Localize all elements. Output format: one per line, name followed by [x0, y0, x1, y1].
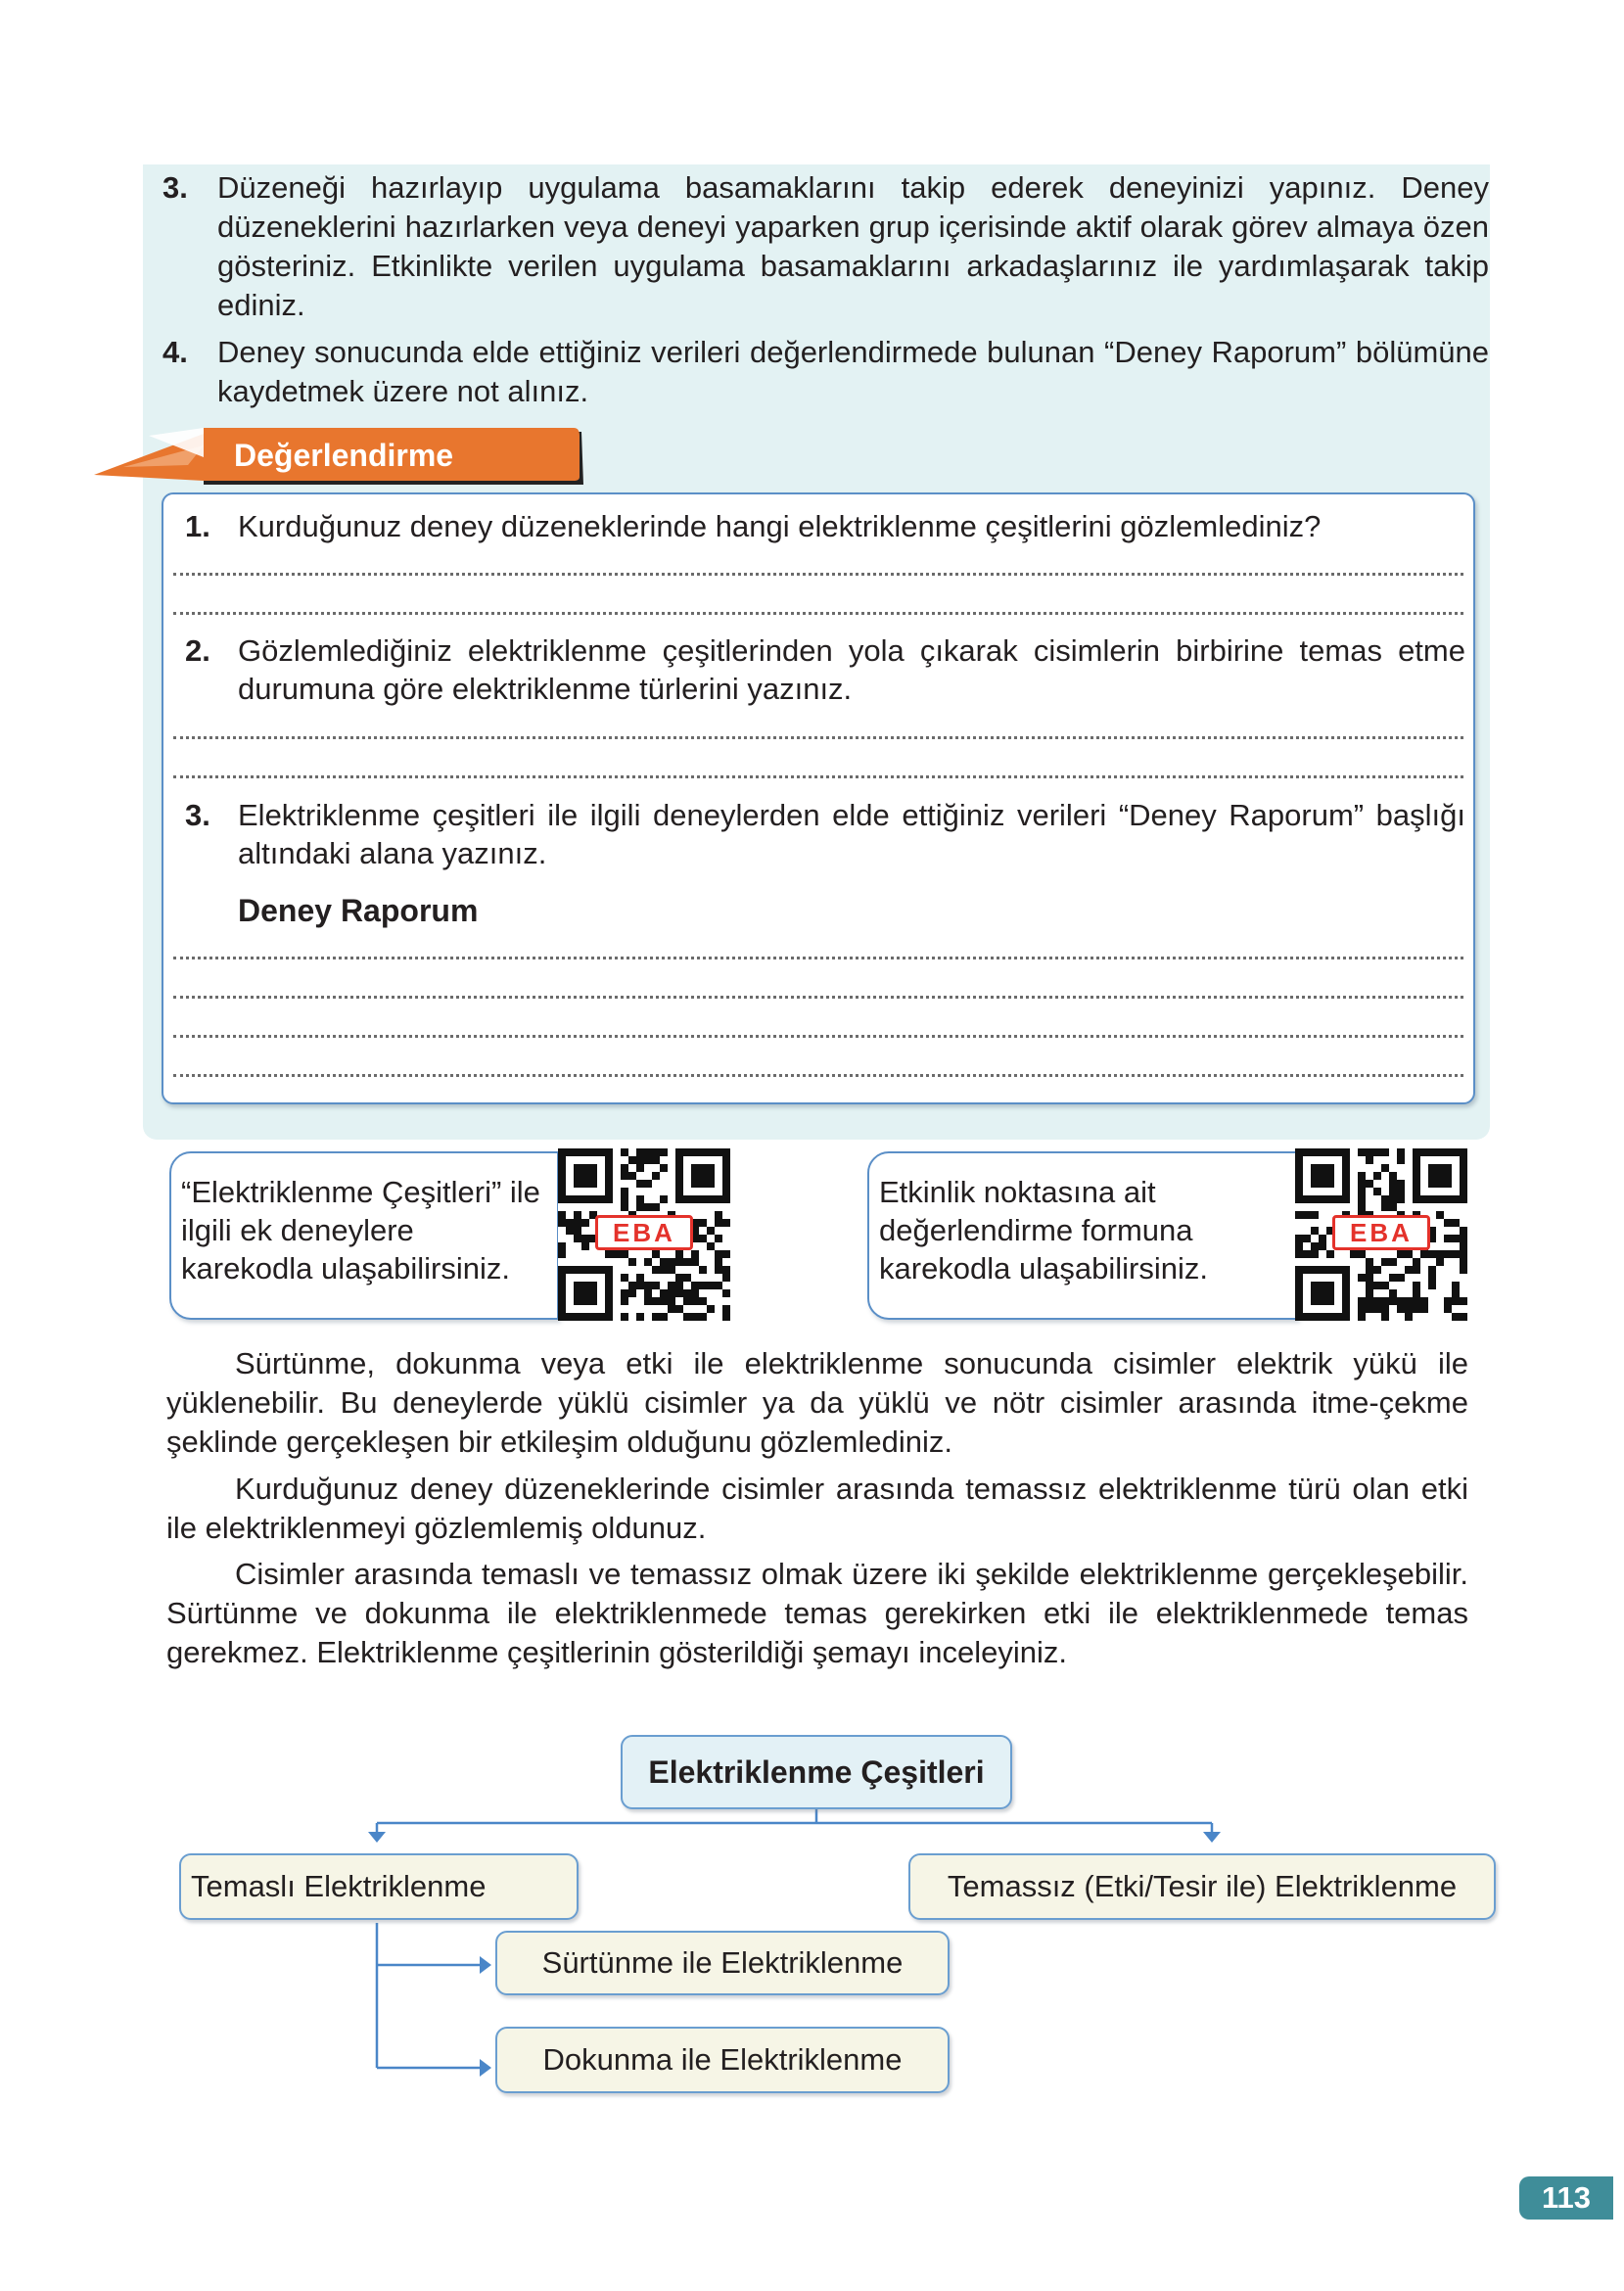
diagram-node-root: Elektriklenme Çeşitleri	[621, 1735, 1012, 1809]
evaluation-tab-label: Değerlendirme	[234, 438, 454, 473]
question-text: Gözlemlediğiniz elektriklenme çeşitlerinden yola çıkarak cisimlerin birbirine temas etme durumuna göre elektriklenme türlerini yazınız.	[238, 633, 1465, 706]
diagram-node-noncontact: Temassız (Etki/Tesir ile) Elektriklenme	[908, 1853, 1496, 1920]
diagram-node-touch: Dokunma ile Elektriklenme	[495, 2027, 950, 2093]
eba-logo: EBA	[595, 1215, 693, 1250]
question-number: 3.	[185, 798, 210, 832]
report-title: Deney Raporum	[238, 893, 479, 928]
eba-logo: EBA	[1332, 1215, 1430, 1250]
body-paragraph: Sürtünme, dokunma veya etki ile elektriklenme sonucunda cisimler elektrik yükü ile yüklenebilir. Bu deneylerde yüklü cisimler ya da yüklü ve nötr cisimler arasında itme-çekme şeklinde gerçekleşen bir etkileşim olduğunu gözlemlediniz.	[166, 1346, 1468, 1459]
body-paragraph: Cisimler arasında temaslı ve temassız olmak üzere iki şekilde elektriklenme gerçekleşebilir. Sürtünme ve dokunma ile elektriklenmede temas gerekirken etki ile elektriklenmede temas gerekmez. Elektriklenme çeşitlerinin gösterildiği şemayı inceleyiniz.	[166, 1557, 1468, 1669]
question-number: 1.	[185, 509, 210, 543]
body-paragraph: Kurduğunuz deney düzeneklerinde cisimler arasında temassız elektriklenme türü olan etki ile elektriklenmeyi gözlemlemiş oldunuz.	[166, 1472, 1468, 1545]
question-text: Elektriklenme çeşitleri ile ilgili deneylerden elde ettiğiniz verileri “Deney Raporum” başlığı altındaki alana yazınız.	[238, 798, 1465, 870]
page-number: 113	[1519, 2176, 1613, 2220]
question-number: 2.	[185, 633, 210, 668]
step-text: Düzeneği hazırlayıp uygulama basamaklarını takip ederek deneyinizi yapınız. Deney düzeneklerini hazırlarken veya deneyi yaparken grup içerisinde aktif olarak görev almaya özen gösteriniz. Etkinlikte verilen uygulama basamaklarını arkadaşlarınız ile yardımlaşarak takip ediniz.	[217, 170, 1489, 322]
step-text: Deney sonucunda elde ettiğiniz verileri değerlendirmede bulunan “Deney Raporum” bölümüne kaydetmek üzere not alınız.	[217, 335, 1489, 408]
qr-card-text: Etkinlik noktasına ait değerlendirme formuna karekodla ulaşabilirsiniz.	[879, 1175, 1208, 1286]
step-number: 4.	[162, 335, 188, 369]
question-text: Kurduğunuz deney düzeneklerinde hangi elektriklenme çeşitlerini gözlemlediniz?	[238, 509, 1322, 543]
step-number: 3.	[162, 170, 188, 205]
qr-card-text: “Elektriklenme Çeşitleri” ile ilgili ek deneylere karekodla ulaşabilirsiniz.	[181, 1175, 540, 1286]
diagram-node-contact: Temaslı Elektriklenme	[179, 1853, 579, 1920]
diagram-node-friction: Sürtünme ile Elektriklenme	[495, 1931, 950, 1995]
